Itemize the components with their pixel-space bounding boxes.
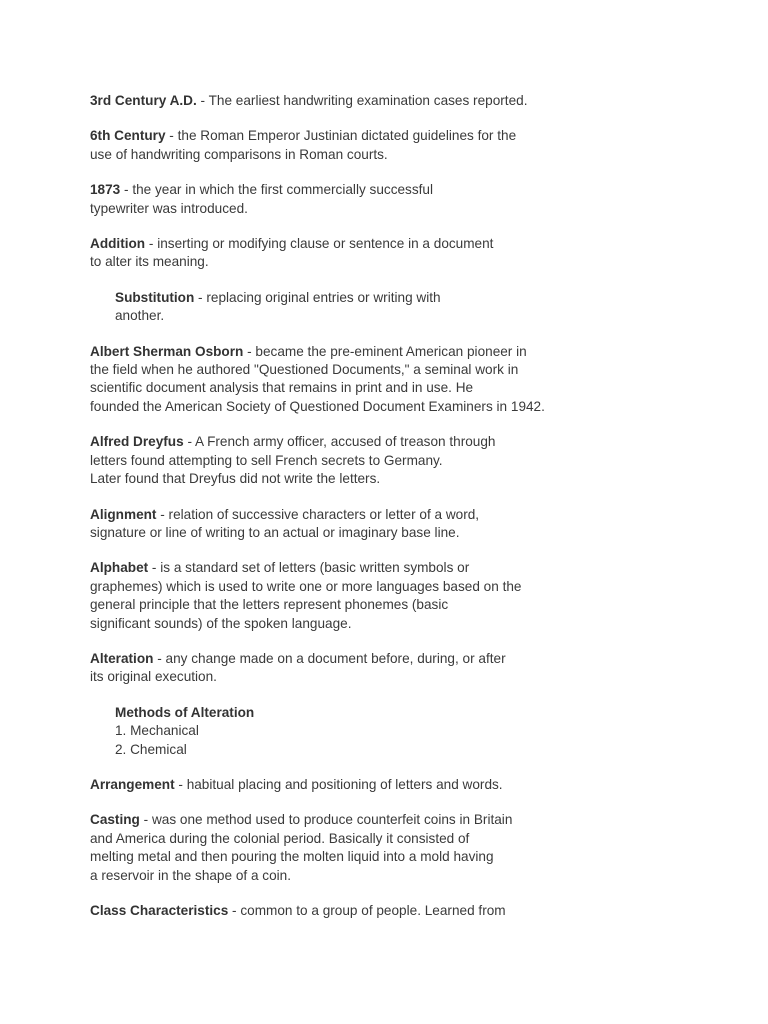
- entry-line: [90, 253, 750, 271]
- entry-line: [90, 398, 750, 416]
- glossary-entry: [90, 289, 750, 326]
- entry-line: [90, 524, 750, 542]
- list-item: 2. Chemical: [115, 741, 187, 757]
- entry-definition-text: - replacing original entries or writing with: [194, 289, 441, 305]
- glossary-entry: [90, 235, 750, 272]
- entry-definition-text: and America during the colonial period. Basically it consisted of: [90, 830, 470, 846]
- entry-definition-text: to alter its meaning.: [90, 254, 209, 270]
- entry-term: Alfred Dreyfus: [90, 434, 184, 450]
- entry-definition-text: typewriter was introduced.: [90, 200, 248, 216]
- entry-term: Alignment: [90, 506, 157, 522]
- entry-line: [90, 92, 750, 110]
- entry-definition-text: - habitual placing and positioning of letters and words.: [174, 776, 503, 792]
- entry-line: [90, 650, 750, 668]
- entry-definition-text: - the year in which the first commercially successful: [120, 182, 434, 198]
- entry-definition-text: melting metal and then pouring the molten liquid into a mold having: [90, 849, 494, 865]
- glossary-entry: [90, 704, 750, 759]
- entry-line: [90, 470, 750, 488]
- entry-line: [90, 433, 750, 451]
- entry-definition-text: - the Roman Emperor Justinian dictated guidelines for the: [165, 128, 517, 144]
- entry-definition-text: its original execution.: [90, 669, 217, 685]
- entry-definition-text: signature or line of writing to an actual or imaginary base line.: [90, 524, 460, 540]
- glossary-entry: [90, 181, 750, 218]
- glossary-entry: [90, 559, 750, 633]
- entry-term: 3rd Century A.D.: [90, 93, 197, 108]
- entry-term: Addition: [90, 236, 146, 252]
- entry-line: [90, 361, 750, 379]
- list-item: 1. Mechanical: [115, 723, 199, 739]
- entry-definition-text: general principle that the letters represent phonemes (basic: [90, 597, 449, 613]
- glossary-entry: [90, 902, 750, 920]
- entry-line: [90, 452, 750, 470]
- entry-definition-text: a reservoir in the shape of a coin.: [90, 867, 291, 883]
- entry-definition-text: - The earliest handwriting examination cases reported.: [196, 93, 528, 108]
- entry-term: Alteration: [90, 650, 154, 666]
- entry-line: [90, 127, 750, 145]
- entry-line: [90, 578, 750, 596]
- entry-term: Arrangement: [90, 776, 175, 792]
- entry-line: [90, 343, 750, 361]
- entry-line: [90, 776, 750, 794]
- entry-term: Alphabet: [90, 560, 149, 576]
- glossary-entry: [90, 92, 750, 110]
- entry-definition-text: another.: [115, 308, 165, 324]
- entry-line: [90, 200, 750, 218]
- entry-line: [90, 235, 750, 253]
- entry-line: [90, 668, 750, 686]
- glossary-entry: [90, 506, 750, 543]
- glossary-entry: [90, 776, 750, 794]
- entry-term: Substitution: [115, 289, 195, 305]
- entry-definition-text: use of handwriting comparisons in Roman courts.: [90, 146, 388, 162]
- entry-term: 1873: [90, 182, 121, 198]
- entry-definition-text: scientific document analysis that remains in print and in use. He: [90, 380, 474, 396]
- entry-definition-text: - any change made on a document before, during, or after: [153, 650, 506, 666]
- entry-term: Albert Sherman Osborn: [90, 343, 244, 359]
- document-body: [90, 92, 750, 937]
- entry-definition-text: - became the pre-eminent American pioneer in: [243, 343, 527, 359]
- entry-definition-text: - was one method used to produce counterfeit coins in Britain: [139, 812, 513, 828]
- entry-line: [90, 867, 750, 885]
- entry-term: Casting: [90, 812, 140, 828]
- entry-line: [115, 289, 750, 307]
- entry-definition-text: - relation of successive characters or letter of a word,: [156, 506, 480, 522]
- entry-line: [90, 615, 750, 633]
- entry-line: [90, 596, 750, 614]
- entry-definition-text: founded the American Society of Questioned Document Examiners in 1942.: [90, 398, 545, 414]
- section-heading: Methods of Alteration: [115, 704, 255, 720]
- entry-line: [90, 181, 750, 199]
- glossary-entry: [90, 811, 750, 885]
- entry-definition-text: the field when he authored "Questioned Documents," a seminal work in: [90, 362, 519, 378]
- entry-definition-text: - inserting or modifying clause or sentence in a document: [145, 236, 494, 252]
- entry-term: 6th Century: [90, 128, 166, 144]
- entry-definition-text: graphemes) which is used to write one or more languages based on the: [90, 578, 522, 594]
- entry-definition-text: - A French army officer, accused of treason through: [183, 434, 496, 450]
- entry-line: [90, 559, 750, 577]
- entry-definition-text: significant sounds) of the spoken language.: [90, 615, 352, 631]
- glossary-entry: [90, 650, 750, 687]
- entry-definition-text: - is a standard set of letters (basic written symbols or: [148, 560, 470, 576]
- entry-line: [115, 307, 750, 325]
- entry-definition-text: letters found attempting to sell French secrets to Germany.: [90, 452, 443, 468]
- entry-definition-text: - common to a group of people. Learned from: [228, 903, 506, 918]
- glossary-entry: [90, 433, 750, 488]
- glossary-entry: [90, 127, 750, 164]
- entry-line: [90, 848, 750, 866]
- entry-line: [90, 830, 750, 848]
- entry-line: [90, 146, 750, 164]
- entry-line: [90, 506, 750, 524]
- glossary-entry: [90, 343, 750, 417]
- entry-term: Class Characteristics: [90, 903, 229, 918]
- entry-definition-text: Later found that Dreyfus did not write the letters.: [90, 471, 381, 487]
- entry-line: [90, 902, 750, 920]
- entry-line: [90, 379, 750, 397]
- entry-line: [90, 811, 750, 829]
